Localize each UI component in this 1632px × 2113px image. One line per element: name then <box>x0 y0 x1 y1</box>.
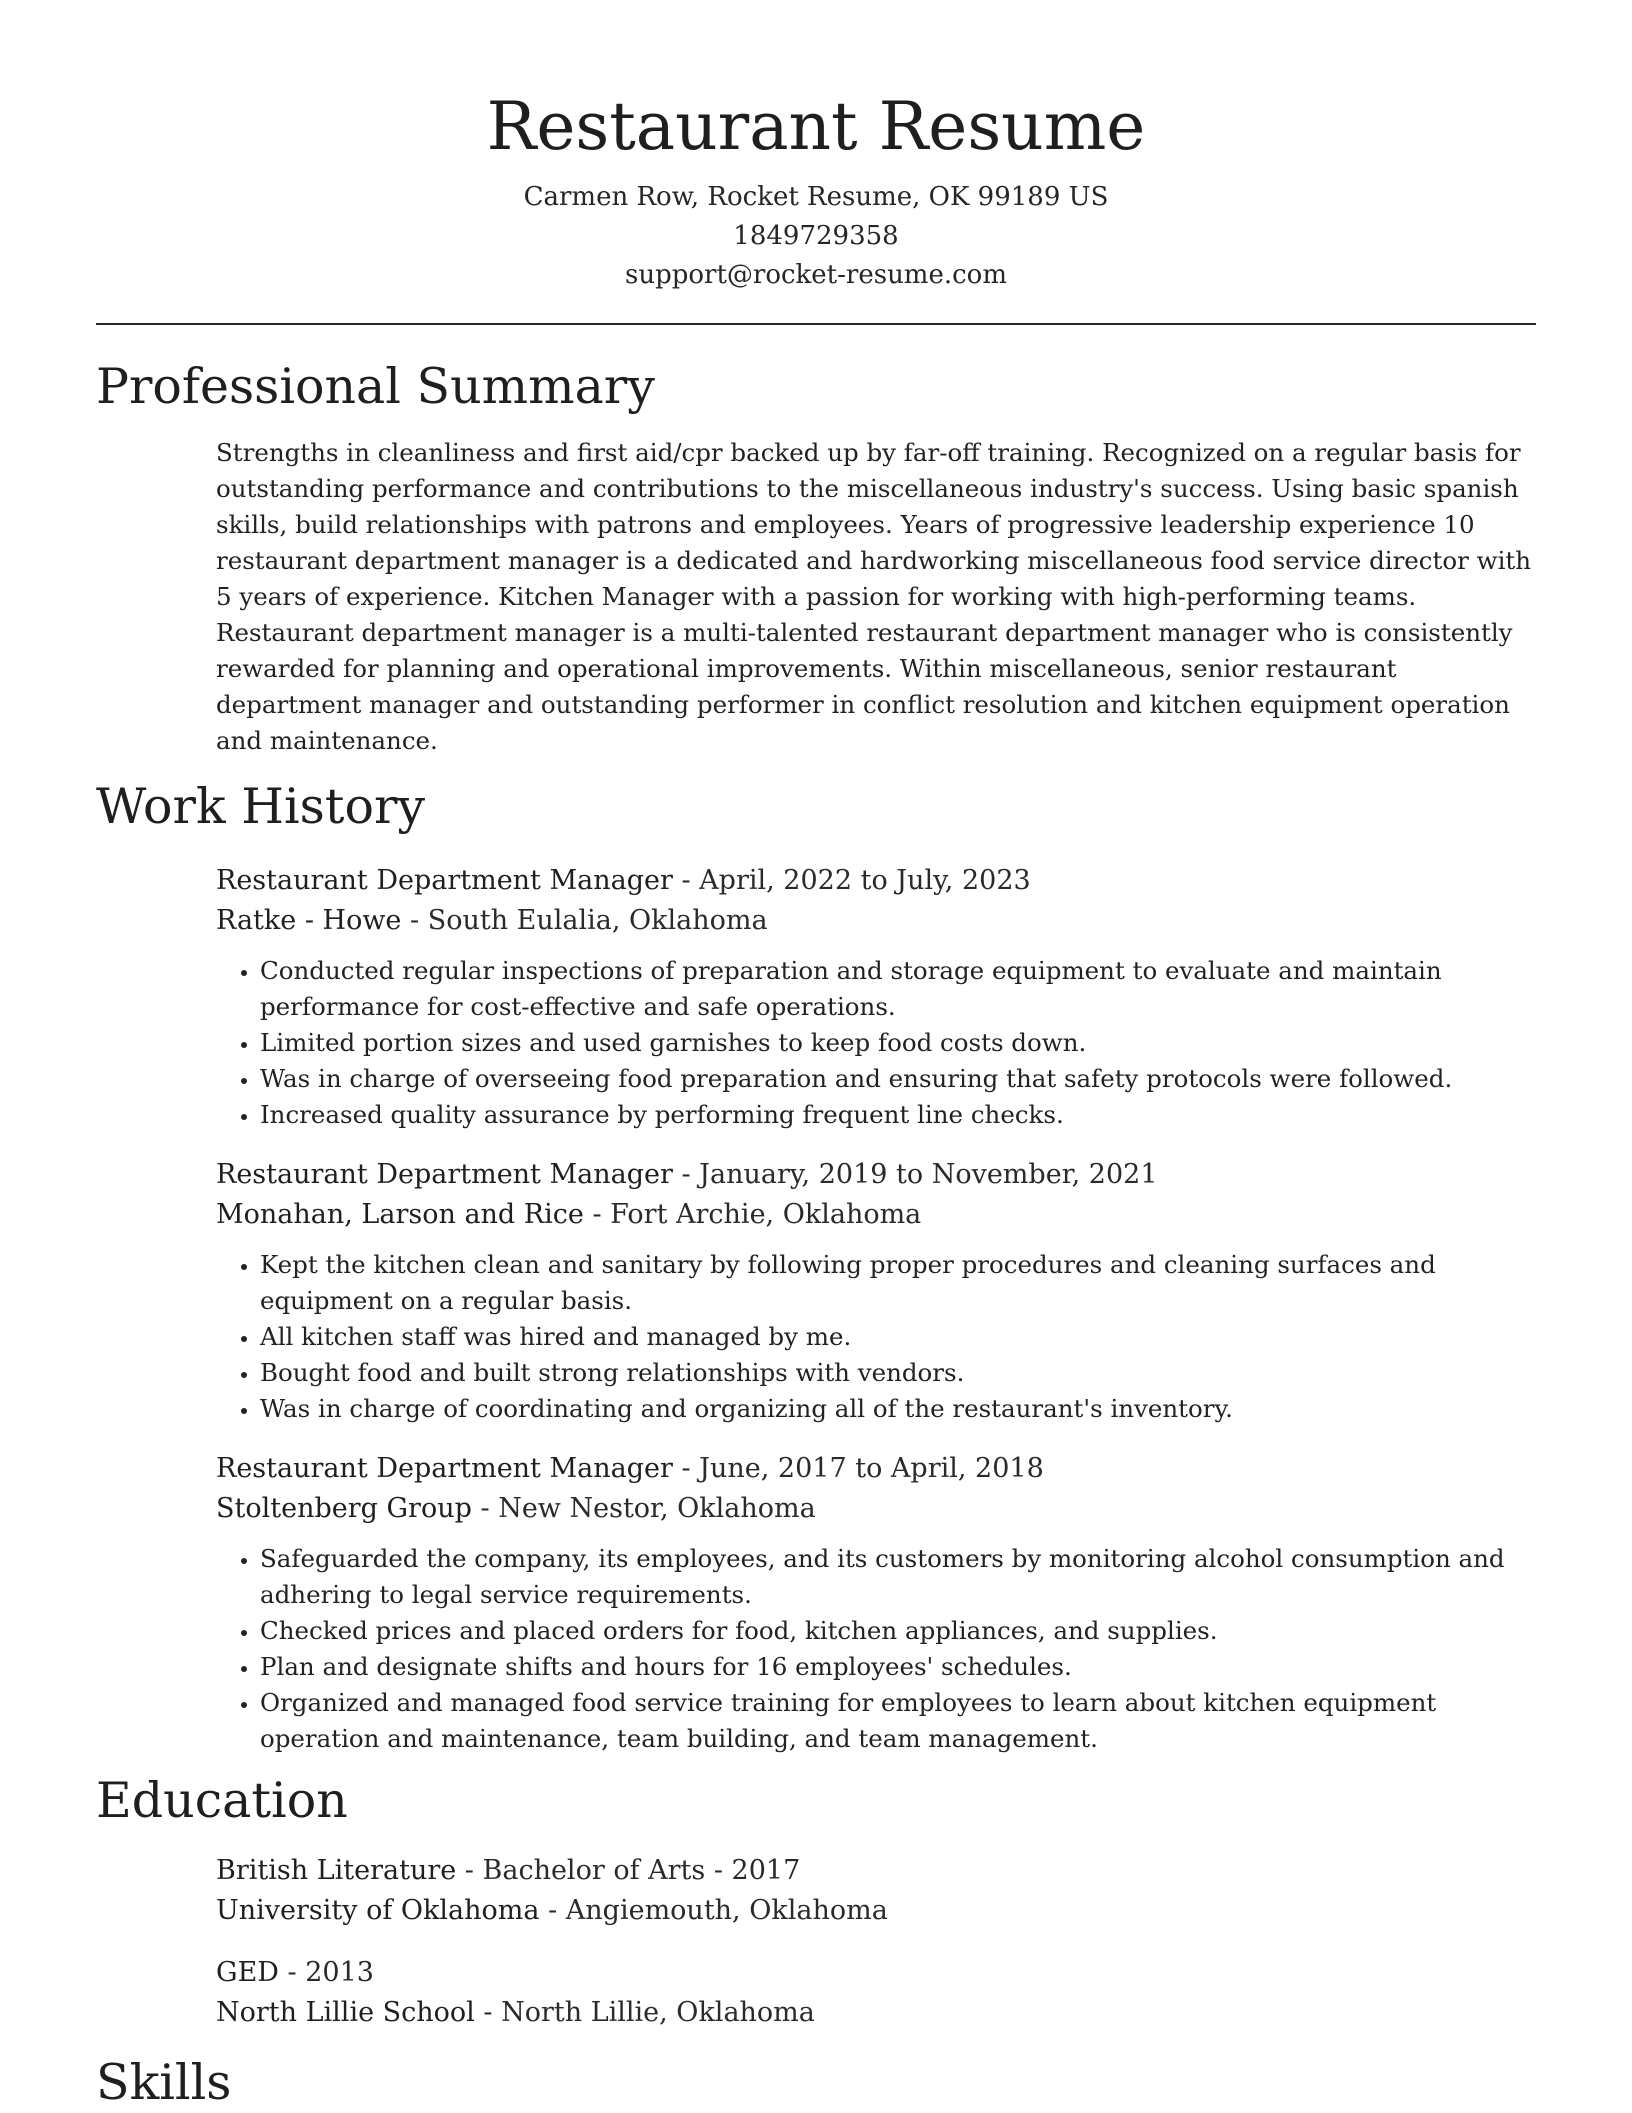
phone-number: 1849729358 <box>733 221 899 251</box>
job-bullets <box>216 1247 1536 1427</box>
job-title: Restaurant Department Manager <box>216 1453 673 1484</box>
work-history-section <box>96 777 1536 1757</box>
job-dates: - January, 2019 to November, 2021 <box>672 1159 1158 1190</box>
skills-section <box>96 2053 1536 2113</box>
degree-field: British Literature <box>216 1855 457 1886</box>
education-entry <box>216 1953 1536 2033</box>
company-name: Ratke - Howe <box>216 905 402 936</box>
bullet-item: • Organized and managed food service training for employees to learn about kitchen equipment operation and maintenance, team building, and team management. <box>260 1685 1536 1757</box>
job-dates: - April, 2022 to July, 2023 <box>672 865 1031 896</box>
company-name: Stoltenberg Group <box>216 1493 472 1524</box>
bullet-item: • All kitchen staff was hired and managed by me. <box>260 1319 1536 1355</box>
job-company-line <box>216 901 1536 941</box>
bullet-item: • Safeguarded the company, its employees, and its customers by monitoring alcohol consumption and adhering to legal service requirements. <box>260 1541 1536 1613</box>
email-address: support@rocket-resume.com <box>624 260 1007 290</box>
education-section <box>96 1771 1536 2033</box>
bullet-item: • Conducted regular inspections of preparation and storage equipment to evaluate and maintain performance for cost-effective and safe operations. <box>260 953 1536 1025</box>
company-location: - South Eulalia, Oklahoma <box>401 905 768 936</box>
job-title-line <box>216 861 1536 901</box>
job-company-line <box>216 1489 1536 1529</box>
job-title: Restaurant Department Manager <box>216 865 673 896</box>
degree-details: - Bachelor of Arts - 2017 <box>456 1855 801 1886</box>
job-bullets <box>216 1541 1536 1757</box>
job-entry <box>216 861 1536 1133</box>
job-title-line <box>216 1155 1536 1195</box>
address: Carmen Row, Rocket Resume, OK 99189 US <box>523 182 1109 212</box>
school-line <box>216 1993 1536 2033</box>
job-title: Restaurant Department Manager <box>216 1159 673 1190</box>
section-heading-skills: Skills <box>96 2054 232 2111</box>
education-entry <box>216 1851 1536 1931</box>
job-dates: - June, 2017 to April, 2018 <box>672 1453 1044 1484</box>
professional-summary-section <box>96 357 1536 759</box>
company-location: - Fort Archie, Oklahoma <box>583 1199 922 1230</box>
school-line <box>216 1891 1536 1931</box>
degree-line <box>216 1953 1536 1993</box>
job-entry <box>216 1155 1536 1427</box>
job-title-line <box>216 1449 1536 1489</box>
job-bullets <box>216 953 1536 1133</box>
job-entry <box>216 1449 1536 1757</box>
resume-page <box>96 0 1536 2113</box>
section-heading-education: Education <box>96 1772 348 1829</box>
degree-line <box>216 1851 1536 1891</box>
bullet-item: • Checked prices and placed orders for food, kitchen appliances, and supplies. <box>260 1613 1536 1649</box>
school-location: - North Lillie, Oklahoma <box>474 1997 815 2028</box>
bullet-item: • Was in charge of overseeing food preparation and ensuring that safety protocols were followed. <box>260 1061 1536 1097</box>
contact-info <box>96 178 1536 295</box>
bullet-item: • Limited portion sizes and used garnishes to keep food costs down. <box>260 1025 1536 1061</box>
school-location: - Angiemouth, Oklahoma <box>539 1895 888 1926</box>
degree-field: GED <box>216 1957 279 1988</box>
bullet-item: • Was in charge of coordinating and organizing all of the restaurant's inventory. <box>260 1391 1536 1427</box>
header-divider <box>96 323 1536 325</box>
resume-title: Restaurant Resume <box>486 88 1146 165</box>
bullet-item: • Increased quality assurance by performing frequent line checks. <box>260 1097 1536 1133</box>
section-heading-summary: Professional Summary <box>96 358 655 415</box>
degree-details: - 2013 <box>278 1957 374 1988</box>
summary-text: Strengths in cleanliness and first aid/cpr backed up by far-off training. Recognized on a regular basis for outstanding performance and contributions to the miscellaneous industry's success. Using basic spanish skills, build relationships with patrons and employees. Years of progressive leadership experience 10 restaurant department manager is a dedicated and hardworking miscellaneous food service director with 5 years of experience. Kitchen Manager with a passion for working with high-performing teams. Restaurant department manager is a multi-talented restaurant department manager who is consistently rewarded for planning and operational improvements. Within miscellaneous, senior restaurant department manager and outstanding performer in conflict resolution and kitchen equipment operation and maintenance. <box>216 438 1532 755</box>
job-company-line <box>216 1195 1536 1235</box>
company-location: - New Nestor, Oklahoma <box>471 1493 816 1524</box>
bullet-item: • Bought food and built strong relationships with vendors. <box>260 1355 1536 1391</box>
bullet-item: • Kept the kitchen clean and sanitary by following proper procedures and cleaning surfaces and equipment on a regular basis. <box>260 1247 1536 1319</box>
section-heading-work: Work History <box>96 778 426 835</box>
school-name: North Lillie School <box>216 1997 475 2028</box>
resume-header <box>96 0 1536 295</box>
company-name: Monahan, Larson and Rice <box>216 1199 584 1230</box>
school-name: University of Oklahoma <box>216 1895 540 1926</box>
bullet-item: • Plan and designate shifts and hours for 16 employees' schedules. <box>260 1649 1536 1685</box>
